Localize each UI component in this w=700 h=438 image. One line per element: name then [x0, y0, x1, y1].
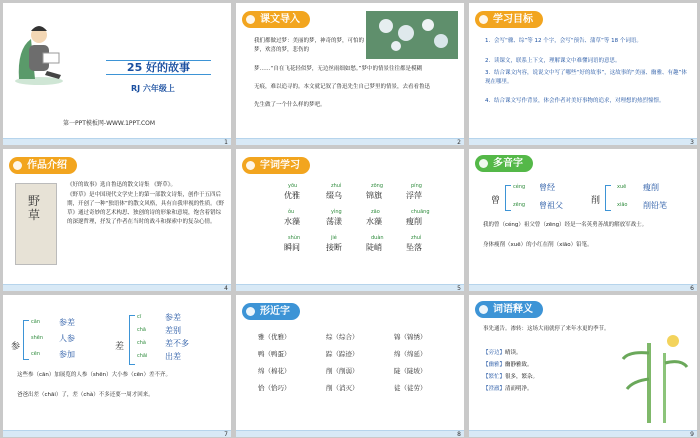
pinyin: cī	[137, 314, 142, 320]
word: 水藻	[284, 217, 300, 226]
word: 曾祖父	[539, 201, 563, 210]
pinyin: zāo	[371, 209, 380, 215]
similar-chars-col-1	[258, 329, 291, 397]
goal-1: 1．会写“骤、综”等 12 个字，会写“预告、蒲草”等 18 个词语。	[485, 38, 642, 44]
brace	[605, 185, 611, 211]
char-pair: 徒（徒劳）	[394, 384, 427, 392]
header-dot-icon	[479, 159, 488, 168]
pinyin: xuē	[617, 184, 627, 190]
section-header: 课文导入	[242, 11, 310, 28]
word: 差不多	[165, 339, 189, 348]
word: 荡漾	[326, 217, 342, 226]
slide-4[interactable]	[3, 149, 231, 291]
term: 【幽雅】	[483, 362, 506, 368]
definition-item	[483, 359, 538, 371]
definition-item	[483, 371, 538, 383]
char-pair: 削（消灭）	[326, 384, 359, 392]
char-pair: 综（综合）	[326, 333, 359, 341]
word: 参加	[59, 350, 75, 359]
intro-line-1: 《好的故事》选自鲁迅的散文诗集 《野草》。	[67, 182, 176, 188]
word: 水藻	[366, 217, 382, 226]
char-pair: 绵（棉花）	[258, 367, 291, 375]
header-dot-icon	[479, 305, 488, 314]
slide-footer	[469, 430, 697, 437]
word: 参差	[59, 318, 75, 327]
word: 削铅笔	[643, 201, 667, 210]
page-number: 6	[690, 285, 694, 291]
char-pair: 锦（锦绣）	[394, 333, 427, 341]
slide-2[interactable]	[236, 3, 464, 145]
slide-footer	[3, 284, 231, 291]
section-header: 作品介绍	[9, 157, 77, 174]
brace	[23, 320, 29, 360]
example-sentence-2: 身体瘦削（xuē）的小红在削（xiāo）铅笔。	[483, 242, 593, 248]
example-sentence-2: 爸爸出差（chāi）了，差（chà）不多还要一周才回来。	[17, 392, 154, 398]
page-number: 8	[457, 431, 461, 437]
slide-footer	[469, 284, 697, 291]
word: 出差	[165, 352, 181, 361]
term: 【繁忙】	[483, 374, 506, 380]
pinyin: ǒu	[288, 209, 295, 215]
pinyin: xiāo	[617, 202, 628, 208]
slide-5[interactable]	[236, 149, 464, 291]
site-label: 第一PPT模板网-WWW.1PPT.COM	[63, 120, 156, 127]
section-header: 字词学习	[242, 157, 310, 174]
bamboo-illustration	[619, 333, 691, 425]
definition-note: 事先通告。渗转：这场大雨就停了来年水更的季节。	[483, 326, 610, 332]
word: 优雅	[284, 191, 300, 200]
header-dot-icon	[246, 307, 255, 316]
pinyin: chā	[137, 327, 146, 333]
header-dot-icon	[13, 161, 22, 170]
brace	[505, 185, 511, 211]
pinyin: chāi	[137, 353, 148, 359]
slide-1[interactable]	[3, 3, 231, 145]
brace	[129, 315, 135, 365]
def: 很多，繁杂。	[505, 374, 539, 380]
term: 【澄澈】	[483, 386, 506, 392]
section-header: 多音字	[475, 155, 533, 172]
slide-7[interactable]	[3, 295, 231, 437]
section-header: 词语释义	[475, 301, 543, 318]
word: 参差	[165, 313, 181, 322]
word: 瘦削	[643, 183, 659, 192]
page-number: 4	[224, 285, 228, 291]
slide-footer	[236, 284, 464, 291]
char-pair: 雅（优雅）	[258, 333, 291, 341]
goal-2: 2．读课文，联系上下文，理解课文中难懂词语的意思。	[485, 58, 621, 64]
goal-4: 4．结合课文写作背景，体会作者对美好事物的追求，对理想的热烈憧憬。	[485, 98, 665, 104]
pinyin: duàn	[371, 235, 384, 241]
poly-char-b: 差	[115, 342, 125, 352]
slide-6[interactable]	[469, 149, 697, 291]
page-number: 7	[224, 431, 228, 437]
word: 曾经	[539, 183, 555, 192]
intro-line-1: 我们都做过梦：美丽的梦，神奇的梦，可怕的梦，欢喜的梦，悲伤的	[254, 38, 365, 53]
page-number: 2	[457, 139, 461, 145]
word: 陡峭	[366, 243, 382, 252]
word: 坠落	[406, 243, 422, 252]
page-number: 1	[224, 139, 228, 145]
pinyin: cēn	[31, 351, 40, 357]
page-number: 9	[690, 431, 694, 437]
poly-char-b: 削	[591, 196, 601, 206]
term: 【旁边】	[483, 350, 506, 356]
intro-line-2: 梦……“自在飞花轻似梦，无边丝雨细如愁。”梦中的情景往往都是模糊	[254, 66, 422, 72]
word: 人参	[59, 334, 75, 343]
pinyin: yōu	[288, 183, 298, 189]
slide-footer	[3, 138, 231, 145]
pinyin: zhuì	[411, 235, 422, 241]
def: 晴读。	[505, 350, 522, 356]
definition-item	[483, 383, 538, 395]
example-sentence-1: 这些参（cān）加展览的人参（shēn）大小参（cēn）差不齐。	[17, 372, 171, 378]
char-pair: 绵（绵延）	[394, 350, 427, 358]
poly-char-a: 曾	[491, 196, 501, 206]
header-dot-icon	[246, 161, 255, 170]
slide-footer	[3, 430, 231, 437]
definition-item	[483, 347, 538, 359]
def: 幽静雅致。	[505, 362, 533, 368]
section-header: 形近字	[242, 303, 300, 320]
word: 瘦削	[406, 217, 422, 226]
pinyin: jié	[331, 235, 337, 241]
pinyin: cān	[31, 319, 40, 325]
header-dot-icon	[246, 15, 255, 24]
slide-3[interactable]	[469, 3, 697, 145]
pinyin: yìng	[331, 209, 342, 215]
section-header: 学习目标	[475, 11, 543, 28]
page-number: 5	[457, 285, 461, 291]
word: 瞬间	[284, 243, 300, 252]
slide-8[interactable]	[236, 295, 464, 437]
word: 浮萍	[406, 191, 422, 200]
similar-chars-col-3	[394, 329, 427, 397]
blossom-photo	[366, 11, 458, 59]
lesson-title: 25 好的故事	[106, 60, 211, 75]
word: 缀乌	[326, 191, 342, 200]
char-pair: 恰（恰巧）	[258, 384, 291, 392]
poly-char-a: 参	[11, 342, 21, 352]
char-pair: 削（削弱）	[326, 367, 359, 375]
pinyin: píng	[411, 183, 422, 189]
word: 接断	[326, 243, 342, 252]
grade-label: RJ 六年级上	[131, 84, 175, 93]
book-cover	[15, 183, 57, 265]
pinyin: zēng	[513, 202, 526, 208]
goal-3: 3．结合课文内容，说说文中写了哪些“好的故事”，这故事的“美丽、幽雅、有趣”体现在哪里。	[485, 70, 687, 85]
definition-list	[483, 347, 538, 395]
slide-9[interactable]	[469, 295, 697, 437]
char-pair: 踪（踪迹）	[326, 350, 359, 358]
word: 锦旗	[366, 191, 382, 200]
char-pair: 鸭（鸭蛋）	[258, 350, 291, 358]
slide-footer	[236, 430, 464, 437]
intro-line-4: 先生做了一个什么样的梦吧。	[254, 102, 326, 108]
intro-paragraph: 《野草》是中国现代文学史上的第一部散文诗集，创作于五四后期，开创了一种“独语体”的散文风格，具有自我审视的性质。《野草》通过奇妙的艺术构思、独创的诗的形象和意境，饱含着错综的深邃哲理，抒发了作者在当时的战斗和探索中的复杂心情。	[67, 192, 224, 225]
book-title: 野草	[28, 194, 41, 222]
slide-footer	[469, 138, 697, 145]
def: 清而明净。	[505, 386, 533, 392]
pinyin: chuāng	[411, 209, 430, 215]
reader-illustration	[9, 9, 69, 87]
intro-line-3: 无痕，难以追寻的。本文就记叙了鲁迅先生自己梦里的情景，去看看鲁迅	[254, 84, 431, 90]
pinyin: zhuì	[331, 183, 342, 189]
slide-footer	[236, 138, 464, 145]
pinyin: zōng	[371, 183, 384, 189]
pinyin: chà	[137, 340, 146, 346]
char-pair: 陡（陡坡）	[394, 367, 427, 375]
header-dot-icon	[479, 15, 488, 24]
pinyin: shēn	[31, 335, 44, 341]
pinyin: shùn	[288, 235, 301, 241]
word: 差别	[165, 326, 181, 335]
similar-chars-col-2	[326, 329, 359, 397]
example-sentence-1: 我的曾（céng）祖父曾（zēng）经是一名英勇善战的解放军战士。	[483, 222, 648, 228]
page-number: 3	[690, 139, 694, 145]
pinyin: céng	[513, 184, 526, 190]
